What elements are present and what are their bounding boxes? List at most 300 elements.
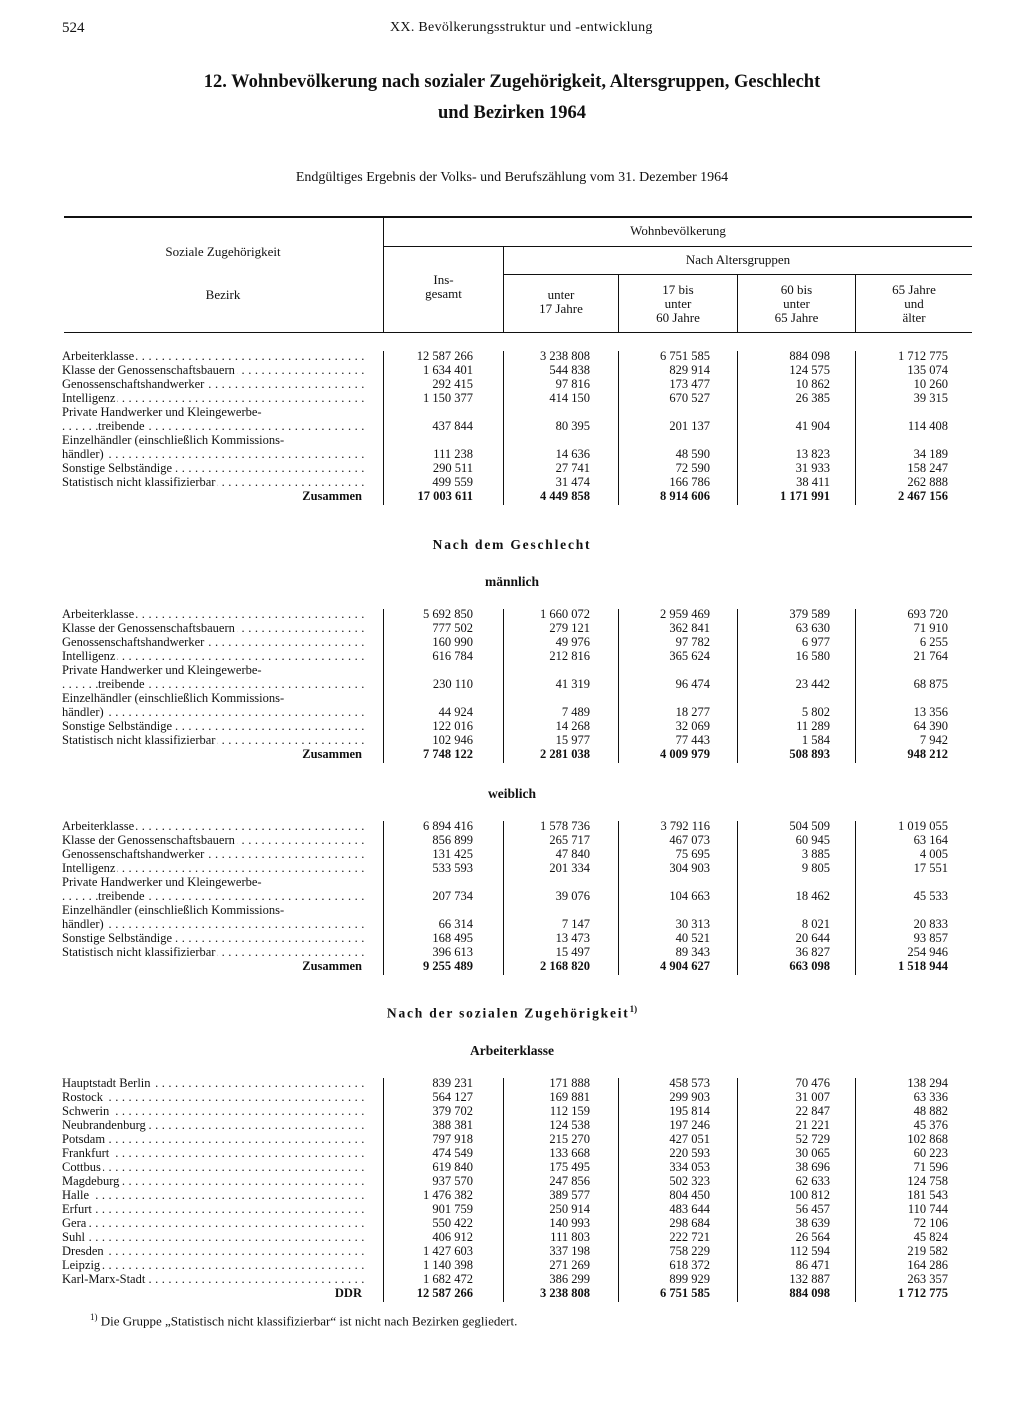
cell-col-4: 379 589 [789, 607, 830, 621]
row-label: Genossenschaftshandwerker . . . [62, 847, 364, 861]
cell-col-2: 41 319 [555, 677, 590, 691]
table-row [62, 931, 974, 945]
cell-col-2: 133 668 [549, 1146, 590, 1160]
cell-col-1: 1 150 377 [423, 391, 473, 405]
cell-col-4: 38 411 [796, 475, 830, 489]
cell-col-3: 467 073 [669, 833, 710, 847]
row-label: Dresden . . . [62, 1244, 364, 1258]
header-col-65plus: 65 Jahre und älter [892, 282, 936, 325]
cell-col-1: 12 587 266 [416, 349, 473, 363]
cell-col-1: 102 946 [432, 733, 473, 747]
cell-col-1: 1 427 603 [423, 1244, 473, 1258]
cell-col-5: 254 946 [907, 945, 948, 959]
row-label: Sonstige Selbständige . . . [62, 931, 364, 945]
row-label: Magdeburg . . . [62, 1174, 364, 1188]
cell-col-2: 1 578 736 [540, 819, 590, 833]
cell-col-3: 195 814 [669, 1104, 710, 1118]
table-title-line-1: 12. Wohnbevölkerung nach sozialer Zugehörigkeit, Altersgruppen, Geschlecht [203, 72, 821, 92]
cell-col-5: 20 833 [913, 917, 948, 931]
cell-col-5: 262 888 [907, 475, 948, 489]
cell-col-2: 124 538 [549, 1118, 590, 1132]
cell-col-1: 131 425 [432, 847, 473, 861]
cell-col-2: 271 269 [549, 1258, 590, 1272]
cell-col-3: 40 521 [675, 931, 710, 945]
bezirk-row [62, 1104, 974, 1118]
cell-col-2: 7 489 [561, 705, 590, 719]
cell-col-3: 4 904 627 [660, 959, 710, 973]
cell-col-5: 72 106 [913, 1216, 948, 1230]
cell-col-1: 160 990 [432, 635, 473, 649]
cell-col-4: 26 564 [795, 1230, 830, 1244]
header-bottom-rule [64, 332, 972, 333]
cell-col-3: 220 593 [669, 1146, 710, 1160]
cell-col-2: 386 299 [549, 1272, 590, 1286]
cell-col-3: 365 624 [669, 649, 710, 663]
cell-col-5: 63 336 [913, 1090, 948, 1104]
cell-col-4: 1 584 [801, 733, 830, 747]
cell-col-5: 6 255 [919, 635, 948, 649]
cell-col-2: 97 816 [555, 377, 590, 391]
table-row [62, 349, 974, 363]
cell-col-5: 1 518 944 [898, 959, 948, 973]
total-row [62, 959, 974, 973]
cell-col-2: 265 717 [549, 833, 590, 847]
cell-col-5: 60 223 [913, 1146, 948, 1160]
row-label: händler) . . . [62, 917, 364, 931]
cell-col-1: 1 634 401 [423, 363, 473, 377]
cell-col-5: 135 074 [907, 363, 948, 377]
table-row [62, 875, 974, 889]
cell-col-5: 219 582 [907, 1244, 948, 1258]
cell-col-1: 901 759 [432, 1202, 473, 1216]
cell-col-1: 1 682 472 [423, 1272, 473, 1286]
cell-col-3: 334 053 [669, 1160, 710, 1174]
cell-col-1: 66 314 [438, 917, 473, 931]
cell-col-2: 112 159 [549, 1104, 590, 1118]
cell-col-1: 856 899 [432, 833, 473, 847]
row-label: Statistisch nicht klassifizierbar . . . [62, 733, 364, 747]
row-label: händler) . . . [62, 705, 364, 719]
cell-col-2: 389 577 [549, 1188, 590, 1202]
cell-col-1: 230 110 [432, 677, 473, 691]
cell-col-1: 207 734 [432, 889, 473, 903]
cell-col-3: 96 474 [675, 677, 710, 691]
cell-col-4: 884 098 [789, 1286, 830, 1300]
table-row [62, 889, 974, 903]
cell-col-3: 222 721 [669, 1230, 710, 1244]
cell-col-1: 9 255 489 [423, 959, 473, 973]
table-row [62, 649, 974, 663]
cell-col-1: 388 381 [432, 1118, 473, 1132]
cell-col-5: 138 294 [907, 1076, 948, 1090]
row-label: Arbeiterklasse . . . [62, 349, 364, 363]
cell-col-4: 9 805 [801, 861, 830, 875]
column-divider-1 [383, 1078, 384, 1302]
cell-col-4: 11 289 [796, 719, 830, 733]
table-row [62, 705, 974, 719]
cell-col-4: 124 575 [789, 363, 830, 377]
cell-col-5: 2 467 156 [898, 489, 948, 503]
cell-col-3: 299 903 [669, 1090, 710, 1104]
row-label: Klasse der Genossenschaftsbauern . . . [62, 833, 364, 847]
row-label: Zusammen [302, 489, 362, 503]
cell-col-1: 122 016 [432, 719, 473, 733]
table-row [62, 461, 974, 475]
table-subtitle: Endgültiges Ergebnis der Volks- und Berufszählung vom 31. Dezember 1964 [295, 170, 729, 185]
table-row [62, 833, 974, 847]
bezirk-row [62, 1188, 974, 1202]
cell-col-4: 23 442 [795, 677, 830, 691]
table-row [62, 363, 974, 377]
cell-col-4: 60 945 [795, 833, 830, 847]
row-label: Arbeiterklasse . . . [62, 607, 364, 621]
cell-col-2: 279 121 [549, 621, 590, 635]
cell-col-2: 3 238 808 [540, 1286, 590, 1300]
cell-col-3: 3 792 116 [660, 819, 710, 833]
cell-col-4: 504 509 [789, 819, 830, 833]
column-divider-2 [503, 1078, 504, 1302]
row-label: Cottbus . . . [62, 1160, 364, 1174]
bezirk-row [62, 1244, 974, 1258]
cell-col-1: 292 415 [432, 377, 473, 391]
row-label: treibende . . . [62, 419, 364, 433]
table-row [62, 861, 974, 875]
cell-col-1: 1 476 382 [423, 1188, 473, 1202]
cell-col-5: 71 596 [913, 1160, 948, 1174]
column-divider-5 [855, 821, 856, 975]
header-col-60-65: 60 bis unter 65 Jahre [774, 282, 819, 325]
cell-col-1: 7 748 122 [423, 747, 473, 761]
section-social: Nach der sozialen Zugehörigkeit$^{1)}$ [386, 1004, 638, 1021]
row-label: Karl-Marx-Stadt . . . [62, 1272, 364, 1286]
bezirk-row [62, 1146, 974, 1160]
cell-col-1: 17 003 611 [417, 489, 473, 503]
cell-col-4: 663 098 [789, 959, 830, 973]
cell-col-4: 63 630 [795, 621, 830, 635]
cell-col-3: 362 841 [669, 621, 710, 635]
column-divider-3 [618, 609, 619, 763]
cell-col-4: 6 977 [801, 635, 830, 649]
column-divider-5 [855, 609, 856, 763]
table-row [62, 691, 974, 705]
table-row [62, 447, 974, 461]
bezirk-row [62, 1202, 974, 1216]
row-label: Suhl . . . [62, 1230, 364, 1244]
column-divider-1 [383, 609, 384, 763]
bezirk-row [62, 1258, 974, 1272]
cell-col-3: 104 663 [669, 889, 710, 903]
row-label: Frankfurt . . . [62, 1146, 364, 1160]
cell-col-5: 93 857 [913, 931, 948, 945]
total-row [62, 747, 974, 761]
cell-col-3: 166 786 [669, 475, 710, 489]
header-insgesamt: Ins- gesamt [425, 272, 462, 301]
table-row [62, 621, 974, 635]
row-label: Genossenschaftshandwerker . . . [62, 635, 364, 649]
row-label: Sonstige Selbständige . . . [62, 719, 364, 733]
row-label: Statistisch nicht klassifizierbar . . . [62, 475, 364, 489]
cell-col-4: 10 862 [795, 377, 830, 391]
cell-col-2: 111 803 [550, 1230, 590, 1244]
cell-col-5: 21 764 [913, 649, 948, 663]
column-divider-5 [855, 351, 856, 505]
row-label: Private Handwerker und Kleingewerbe- [62, 405, 262, 419]
cell-col-4: 20 644 [795, 931, 830, 945]
table-row [62, 847, 974, 861]
cell-col-2: 171 888 [549, 1076, 590, 1090]
cell-col-4: 884 098 [789, 349, 830, 363]
cell-col-3: 18 277 [675, 705, 710, 719]
cell-col-5: 1 019 055 [898, 819, 948, 833]
cell-col-5: 263 357 [907, 1272, 948, 1286]
cell-col-5: 181 543 [907, 1188, 948, 1202]
row-label: Einzelhändler (einschließlich Kommissions- [62, 433, 285, 447]
cell-col-4: 31 007 [795, 1090, 830, 1104]
row-label: händler) . . . [62, 447, 364, 461]
subsection-arbeiterklasse: Arbeiterklasse [470, 1043, 554, 1058]
cell-col-3: 502 323 [669, 1174, 710, 1188]
cell-col-2: 3 238 808 [540, 349, 590, 363]
column-divider-4 [737, 1078, 738, 1302]
cell-col-3: 483 644 [669, 1202, 710, 1216]
cell-col-3: 298 684 [669, 1216, 710, 1230]
cell-col-5: 13 356 [913, 705, 948, 719]
table-row [62, 733, 974, 747]
row-label: Leipzig . . . [62, 1258, 364, 1272]
cell-col-2: 31 474 [555, 475, 590, 489]
cell-col-1: 474 549 [432, 1146, 473, 1160]
cell-col-2: 215 270 [549, 1132, 590, 1146]
bezirk-row [62, 1216, 974, 1230]
bezirk-row [62, 1160, 974, 1174]
cell-col-4: 70 476 [795, 1076, 830, 1090]
cell-col-3: 670 527 [669, 391, 710, 405]
header-col-17-60: 17 bis unter 60 Jahre [656, 282, 700, 325]
cell-col-4: 62 633 [795, 1174, 830, 1188]
cell-col-1: 5 692 850 [423, 607, 473, 621]
cell-col-2: 47 840 [555, 847, 590, 861]
table-row [62, 917, 974, 931]
cell-col-5: 34 189 [913, 447, 948, 461]
row-label: Zusammen [302, 959, 362, 973]
cell-col-2: 250 914 [549, 1202, 590, 1216]
cell-col-2: 2 168 820 [540, 959, 590, 973]
row-label: Private Handwerker und Kleingewerbe- [62, 663, 262, 677]
row-label: treibende . . . [62, 677, 364, 691]
cell-col-3: 30 313 [675, 917, 710, 931]
cell-col-1: 797 918 [432, 1132, 473, 1146]
cell-col-1: 406 912 [432, 1230, 473, 1244]
row-label: Intelligenz . . . [62, 861, 364, 875]
cell-col-2: 15 497 [555, 945, 590, 959]
bezirk-row [62, 1272, 974, 1286]
table-title-line-2: und Bezirken 1964 [437, 103, 587, 123]
cell-col-2: 39 076 [555, 889, 590, 903]
row-label: Rostock . . . [62, 1090, 364, 1104]
cell-col-5: 71 910 [913, 621, 948, 635]
cell-col-4: 38 639 [795, 1216, 830, 1230]
stub-header-bottom: Bezirk [205, 287, 241, 302]
cell-col-2: 169 881 [549, 1090, 590, 1104]
cell-col-2: 2 281 038 [540, 747, 590, 761]
header-col-under17: unter 17 Jahre [539, 287, 583, 316]
table-row [62, 419, 974, 433]
table-row [62, 607, 974, 621]
page-number: 524 [62, 20, 85, 36]
cell-col-1: 839 231 [432, 1076, 473, 1090]
cell-col-3: 48 590 [675, 447, 710, 461]
table-row [62, 433, 974, 447]
row-label: Schwerin . . . [62, 1104, 364, 1118]
table-row [62, 635, 974, 649]
row-label: Sonstige Selbständige . . . [62, 461, 364, 475]
row-label: Gera . . . [62, 1216, 364, 1230]
row-label: Erfurt . . . [62, 1202, 364, 1216]
cell-col-2: 14 268 [555, 719, 590, 733]
cell-col-1: 777 502 [432, 621, 473, 635]
cell-col-5: 124 758 [907, 1174, 948, 1188]
cell-col-4: 3 885 [801, 847, 830, 861]
header-group: Wohnbevölkerung [630, 223, 726, 238]
bezirk-row [62, 1174, 974, 1188]
cell-col-4: 100 812 [789, 1188, 830, 1202]
cell-col-5: 1 712 775 [898, 1286, 948, 1300]
row-label: Statistisch nicht klassifizierbar . . . [62, 945, 364, 959]
cell-col-2: 14 636 [555, 447, 590, 461]
cell-col-3: 804 450 [669, 1188, 710, 1202]
cell-col-5: 63 164 [913, 833, 948, 847]
cell-col-3: 899 929 [669, 1272, 710, 1286]
running-head: XX. Bevölkerungsstruktur und -entwicklung [390, 20, 653, 35]
cell-col-5: 64 390 [913, 719, 948, 733]
row-label: Einzelhändler (einschließlich Kommissions- [62, 691, 285, 705]
row-label: Klasse der Genossenschaftsbauern . . . [62, 621, 364, 635]
cell-col-1: 616 784 [432, 649, 473, 663]
cell-col-1: 619 840 [432, 1160, 473, 1174]
table-row [62, 719, 974, 733]
cell-col-3: 427 051 [669, 1132, 710, 1146]
cell-col-3: 8 914 606 [660, 489, 710, 503]
header-rule-group [384, 246, 972, 247]
column-divider-1 [383, 821, 384, 975]
cell-col-1: 499 559 [432, 475, 473, 489]
section-sex: Nach dem Geschlecht [432, 537, 592, 552]
cell-col-4: 36 827 [795, 945, 830, 959]
cell-col-5: 39 315 [913, 391, 948, 405]
cell-col-5: 693 720 [907, 607, 948, 621]
table-row [62, 819, 974, 833]
cell-col-3: 6 751 585 [660, 349, 710, 363]
cell-col-4: 52 729 [795, 1132, 830, 1146]
column-divider-3 [618, 1078, 619, 1302]
row-label: Klasse der Genossenschaftsbauern . . . [62, 363, 364, 377]
cell-col-4: 21 221 [795, 1118, 830, 1132]
cell-col-2: 247 856 [549, 1174, 590, 1188]
cell-col-5: 102 868 [907, 1132, 948, 1146]
cell-col-2: 7 147 [561, 917, 590, 931]
cell-col-1: 396 613 [432, 945, 473, 959]
cell-col-3: 829 914 [669, 363, 710, 377]
column-divider-2 [503, 609, 504, 763]
cell-col-2: 175 495 [549, 1160, 590, 1174]
cell-col-1: 111 238 [433, 447, 473, 461]
column-divider-4 [737, 821, 738, 975]
cell-col-1: 564 127 [432, 1090, 473, 1104]
cell-col-4: 22 847 [795, 1104, 830, 1118]
cell-col-4: 31 933 [795, 461, 830, 475]
cell-col-5: 7 942 [919, 733, 948, 747]
cell-col-3: 197 246 [669, 1118, 710, 1132]
column-divider-4 [737, 609, 738, 763]
subsection-female: weiblich [487, 786, 536, 801]
bezirk-row [62, 1132, 974, 1146]
column-divider-1 [383, 351, 384, 505]
row-label: Private Handwerker und Kleingewerbe- [62, 875, 262, 889]
cell-col-3: 618 372 [669, 1258, 710, 1272]
column-divider-3 [618, 821, 619, 975]
cell-col-5: 158 247 [907, 461, 948, 475]
column-divider-2 [503, 351, 504, 505]
cell-col-4: 30 065 [795, 1146, 830, 1160]
cell-col-4: 18 462 [795, 889, 830, 903]
table-row [62, 391, 974, 405]
cell-col-1: 1 140 398 [423, 1258, 473, 1272]
table-row [62, 377, 974, 391]
cell-col-1: 44 924 [438, 705, 473, 719]
cell-col-4: 5 802 [801, 705, 830, 719]
footnote: $^{1)}$ Die Gruppe „Statistisch nicht klassifizierbar“ ist nicht nach Bezirken gegliedert. [90, 1312, 518, 1329]
bezirk-row [62, 1230, 974, 1244]
cell-col-4: 86 471 [795, 1258, 830, 1272]
column-divider-2 [503, 821, 504, 975]
table-row [62, 405, 974, 419]
cell-col-2: 27 741 [555, 461, 590, 475]
cell-col-2: 13 473 [555, 931, 590, 945]
subsection-male: männlich [484, 574, 539, 589]
cell-col-3: 304 903 [669, 861, 710, 875]
row-label: Genossenschaftshandwerker . . . [62, 377, 364, 391]
cell-col-5: 110 744 [907, 1202, 948, 1216]
cell-col-5: 48 882 [913, 1104, 948, 1118]
row-label: Intelligenz . . . [62, 649, 364, 663]
cell-col-5: 4 005 [919, 847, 948, 861]
cell-col-3: 77 443 [675, 733, 710, 747]
column-divider-5 [855, 1078, 856, 1302]
cell-col-2: 544 838 [549, 363, 590, 377]
row-label: Arbeiterklasse . . . [62, 819, 364, 833]
stub-header-top: Soziale Zugehörigkeit [165, 244, 281, 259]
cell-col-3: 75 695 [675, 847, 710, 861]
cell-col-2: 201 334 [549, 861, 590, 875]
row-label: DDR [334, 1286, 362, 1300]
cell-col-5: 45 376 [913, 1118, 948, 1132]
row-label: Intelligenz . . . [62, 391, 364, 405]
cell-col-4: 41 904 [795, 419, 830, 433]
cell-col-1: 937 570 [432, 1174, 473, 1188]
cell-col-4: 56 457 [795, 1202, 830, 1216]
cell-col-5: 10 260 [913, 377, 948, 391]
cell-col-5: 1 712 775 [898, 349, 948, 363]
cell-col-1: 168 495 [432, 931, 473, 945]
cell-col-4: 112 594 [789, 1244, 830, 1258]
cell-col-4: 132 887 [789, 1272, 830, 1286]
cell-col-5: 45 824 [913, 1230, 948, 1244]
cell-col-5: 164 286 [907, 1258, 948, 1272]
cell-col-3: 89 343 [675, 945, 710, 959]
bezirk-row [62, 1090, 974, 1104]
cell-col-1: 6 894 416 [423, 819, 473, 833]
cell-col-4: 1 171 991 [780, 489, 830, 503]
